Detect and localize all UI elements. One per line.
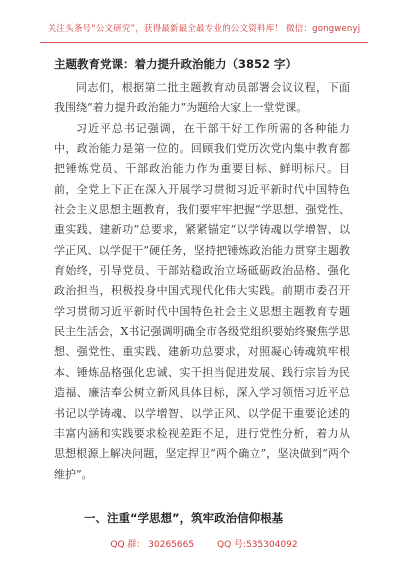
section-heading: 一、注重“学思想”，筑牢政治信仰根基	[84, 511, 284, 525]
footer-contact	[0, 537, 408, 550]
document-body	[54, 78, 350, 485]
header-divider	[40, 42, 368, 43]
paragraph: 习近平总书记强调，在干部干好工作所需的各种能力中，政治能力是第一位的。回顾我们党历次党内集中教育都把锤炼党员、干部政治能力作为重要目标、鲜明标尺。目前，全党上下正在深入开展学习贯彻习近平新时代中国特色社会主义思想主题教育，我们要牢牢把握“学思想、强党性、重实践、建新功”总要求，紧紧锚定“以学铸魂以学增智、以学正风、以学促干”硬任务，坚持把锤炼政治能力贯穿主题教育始终，引导党员、干部站稳政治立场砥砺政治品格、强化政治担当，积极投身中国式现代化伟大实践。前期市委召开学习贯彻习近平新时代中国特色社会主义思想主题教育专题民主生活会，X书记强调明确全市各级党组织要始终聚焦学思想、强党性、重实践、建新功总要求，对照凝心铸魂筑牢根本、锤炼品格强化忠诚、实干担当促进发展、践行宗旨为民造福、廉洁奉公树立新风具体目标，深入学习领悟习近平总书记以学铸魂、以学增智、以学正风、以学促干重要论述的丰富内涵和实践要求检视差距不足，进行党性分析，着力从思想根源上解决问题，坚定捍卫“两个确立”，坚决做到“两个维护”。	[54, 121, 350, 481]
paragraph: 同志们，根据第二批主题教育动员部署会议议程，下面我围绕“着力提升政治能力”为题给大家上一堂党课。	[54, 81, 350, 115]
header-banner: 关注头条号“公文研究”，获得最新最全最专业的公文资料库！ 微信：gongwenyj	[47, 24, 361, 34]
qq-group: QQ 群： 30265665	[110, 540, 195, 550]
qq-number: QQ 号:535304092	[216, 540, 298, 550]
document-title: 主题教育党课：着力提升政治能力（3852 字）	[54, 57, 298, 71]
